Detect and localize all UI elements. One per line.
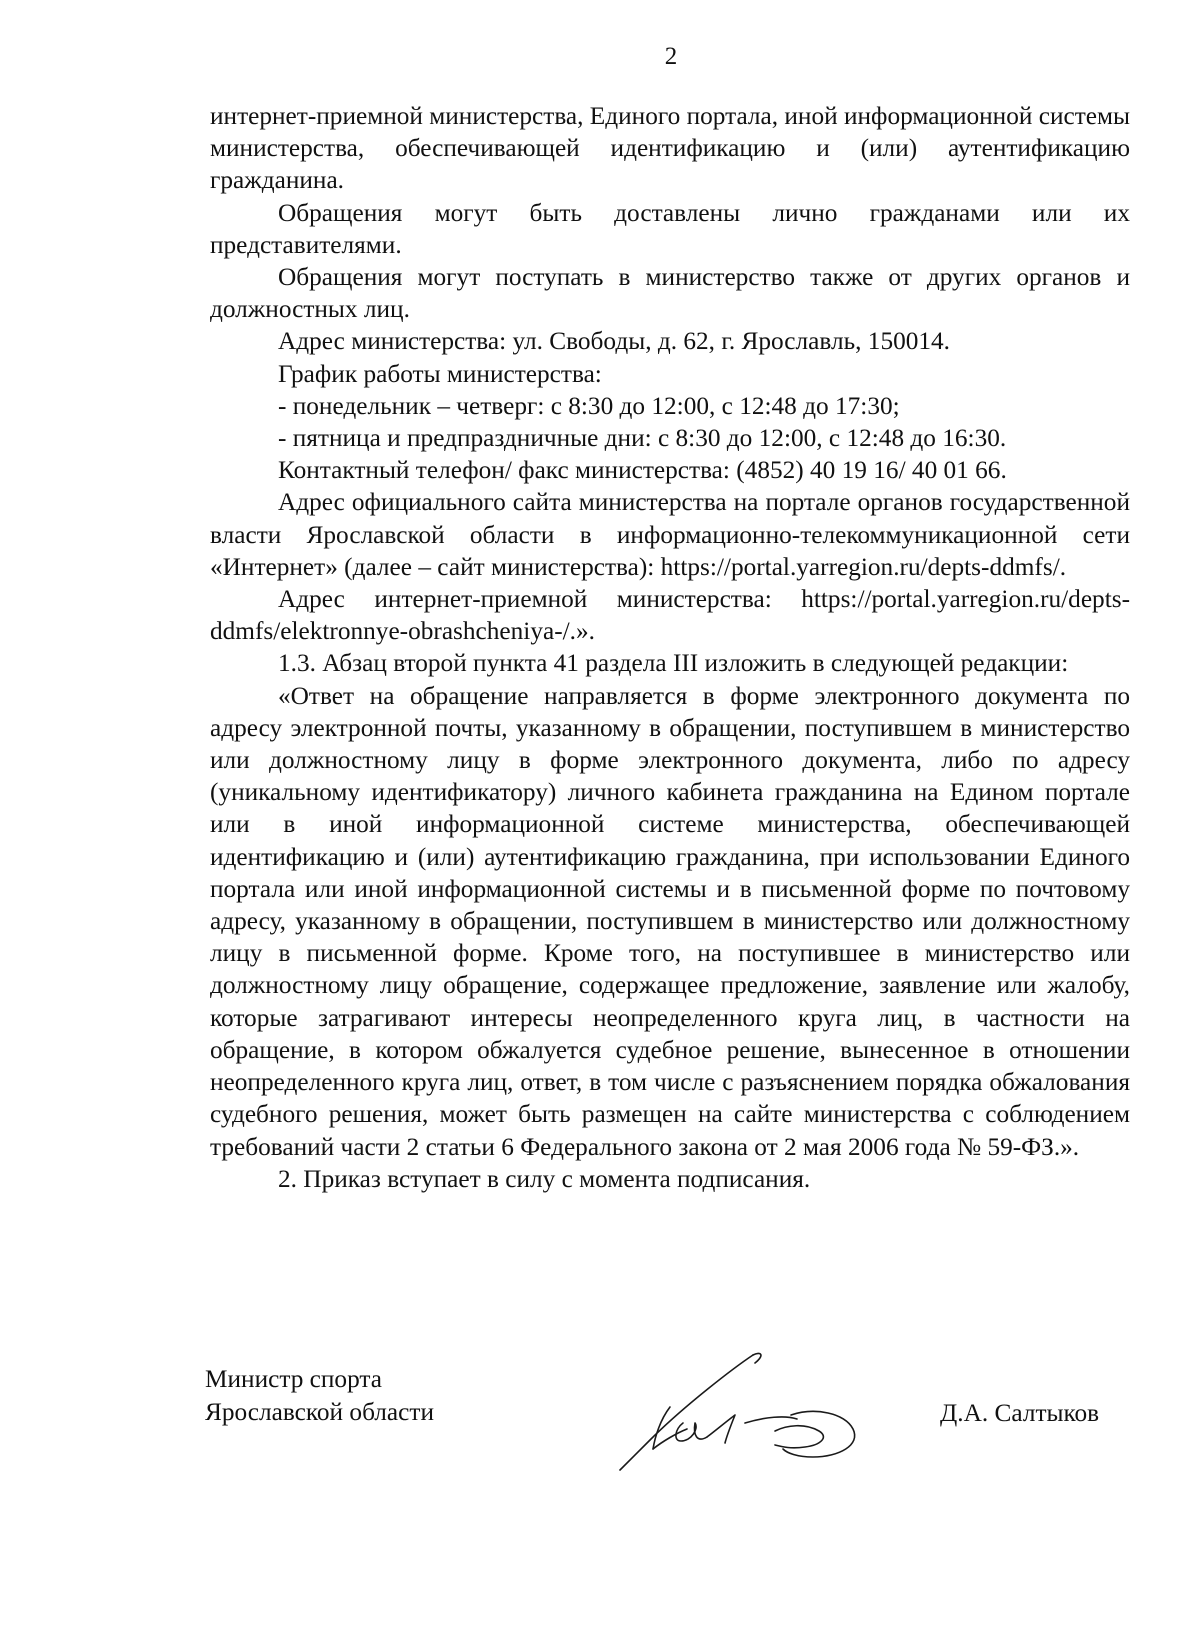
signer-title-line2: Ярославской области (205, 1398, 434, 1426)
paragraph-effective-date: 2. Приказ вступает в силу с момента подписания. (278, 1164, 811, 1193)
paragraph-address: Адрес министерства: ул. Свободы, д. 62, г. Ярославль, 150014. (278, 327, 951, 356)
paragraph-schedule-fri: - пятница и предпраздничные дни: с 8:30 до 12:00, с 12:48 до 16:30. (278, 424, 1007, 453)
handwritten-signature (615, 1345, 895, 1475)
paragraph-3: Обращения могут поступать в министерство также от других органов и должностных лиц. (210, 263, 1130, 324)
signer-title (205, 1363, 434, 1429)
signature-block (0, 1345, 1200, 1475)
signer-title-line1: Министр спорта (205, 1365, 382, 1393)
paragraph-schedule-heading: График работы министерства: (278, 359, 602, 388)
paragraph-website: Адрес официального сайта министерства на портале органов государственной власти Ярославской области в информационно-телекоммуникационной сети «Интернет» (далее – сайт министерства): https://portal.yarregion.ru/depts-ddmfs/. (210, 488, 1130, 581)
paragraph-amendment-1-3: 1.3. Абзац второй пункта 41 раздела III изложить в следующей редакции: (278, 649, 1069, 678)
paragraph-internet-reception: Адрес интернет-приемной министерства: https://portal.yarregion.ru/depts-ddmfs/elektronnye-obrashcheniya-/.». (210, 585, 1130, 646)
paragraph-amendment-text: «Ответ на обращение направляется в форме электронного документа по адресу электронной почты, указанному в обращении, поступившем в министерство или должностному лицу в форме электронного документа, либо по адресу (уникальному идентификатору) личного кабинета гражданина на Едином портале или в иной информационной системе министерства, обеспечивающей идентификацию и (или) аутентификацию гражданина, при использовании Единого портала или иной информационной системы и в письменной форме по почтовому адресу, указанному в обращении, поступившем в министерство или должностному лицу в письменной форме. Кроме того, на поступившее в министерство или должностному лицу обращение, содержащее предложение, заявление или жалобу, которые затрагивают интересы неопределенного круга лиц, в частности на обращение, в котором обжалуется судебное решение, вынесенное в отношении неопределенного круга лиц, ответ, в том числе с разъяснением порядка обжалования судебного решения, может быть размещен на сайте министерства с соблюдением требований части 2 статьи 6 Федерального закона от 2 мая 2006 года № 59-ФЗ.». (210, 681, 1130, 1161)
document-body (210, 100, 1130, 1195)
signer-name: Д.А. Салтыков (940, 1399, 1100, 1427)
paragraph-1: интернет-приемной министерства, Единого портала, иной информационной системы министерства, обеспечивающей идентификацию и (или) аутентификацию гражданина. (210, 102, 1131, 195)
paragraph-contact-phone: Контактный телефон/ факс министерства: (4852) 40 19 16/ 40 01 66. (278, 456, 1007, 485)
paragraph-2: Обращения могут быть доставлены лично гражданами или их представителями. (210, 198, 1130, 259)
page-number: 2 (664, 43, 678, 70)
paragraph-schedule-mon-thu: - понедельник – четверг: с 8:30 до 12:00, с 12:48 до 17:30; (278, 391, 900, 420)
